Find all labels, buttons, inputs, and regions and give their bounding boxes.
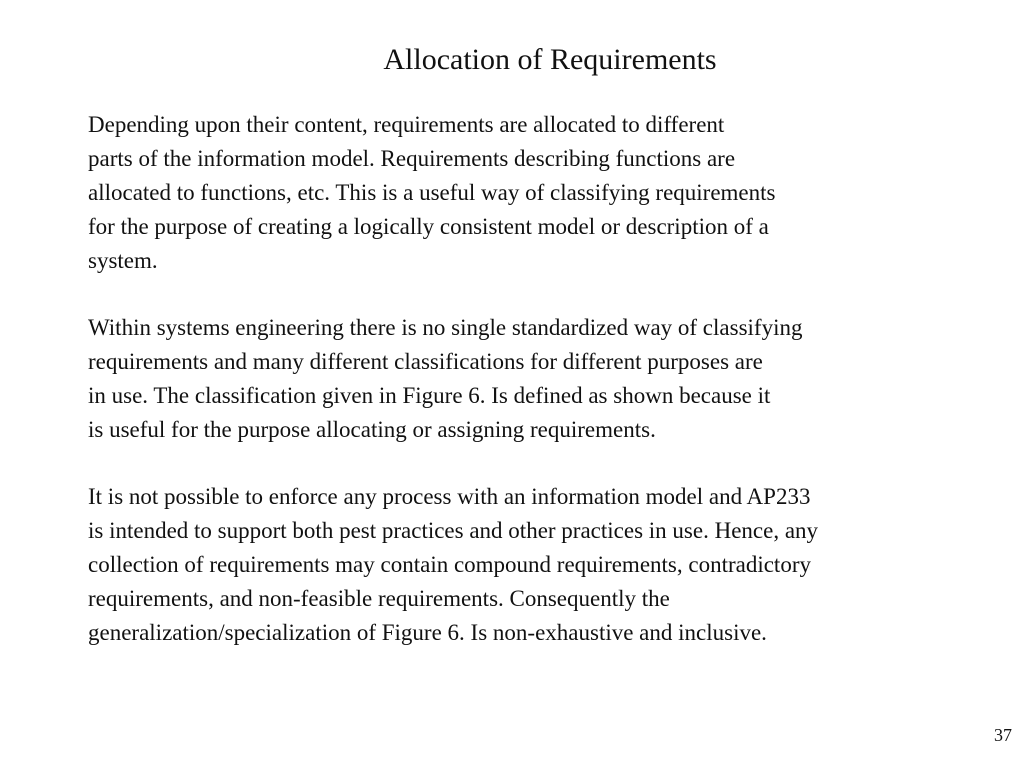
paragraph-line: is intended to support both pest practices and other practices in use. Hence, any [88,518,819,543]
paragraph-line: allocated to functions, etc. This is a useful way of classifying requirements [88,180,776,205]
paragraph-line: for the purpose of creating a logically consistent model or description of a [88,214,769,239]
paragraph-line: Depending upon their content, requirements are allocated to different [88,112,725,137]
paragraph-process [88,480,1008,650]
paragraph-line: It is not possible to enforce any process with an information model and AP233 [88,484,811,509]
paragraph-line: requirements and many different classifications for different purposes are [88,349,763,374]
paragraph-line: system. [88,248,158,273]
slide-title: Allocation of Requirements [383,43,717,76]
paragraph-line: generalization/specialization of Figure 6. Is non-exhaustive and inclusive. [88,620,767,645]
paragraph-allocation [88,108,1008,278]
paragraph-line: is useful for the purpose allocating or assigning requirements. [88,417,656,442]
slide-body [88,108,1008,683]
paragraph-classification [88,311,1008,447]
page-number: 37 [994,725,1012,745]
paragraph-line: collection of requirements may contain compound requirements, contradictory [88,552,811,577]
paragraph-line: in use. The classification given in Figure 6. Is defined as shown because it [88,383,771,408]
paragraph-line: Within systems engineering there is no single standardized way of classifying [88,315,803,340]
paragraph-line: requirements, and non-feasible requirements. Consequently the [88,586,670,611]
paragraph-line: parts of the information model. Requirements describing functions are [88,146,736,171]
